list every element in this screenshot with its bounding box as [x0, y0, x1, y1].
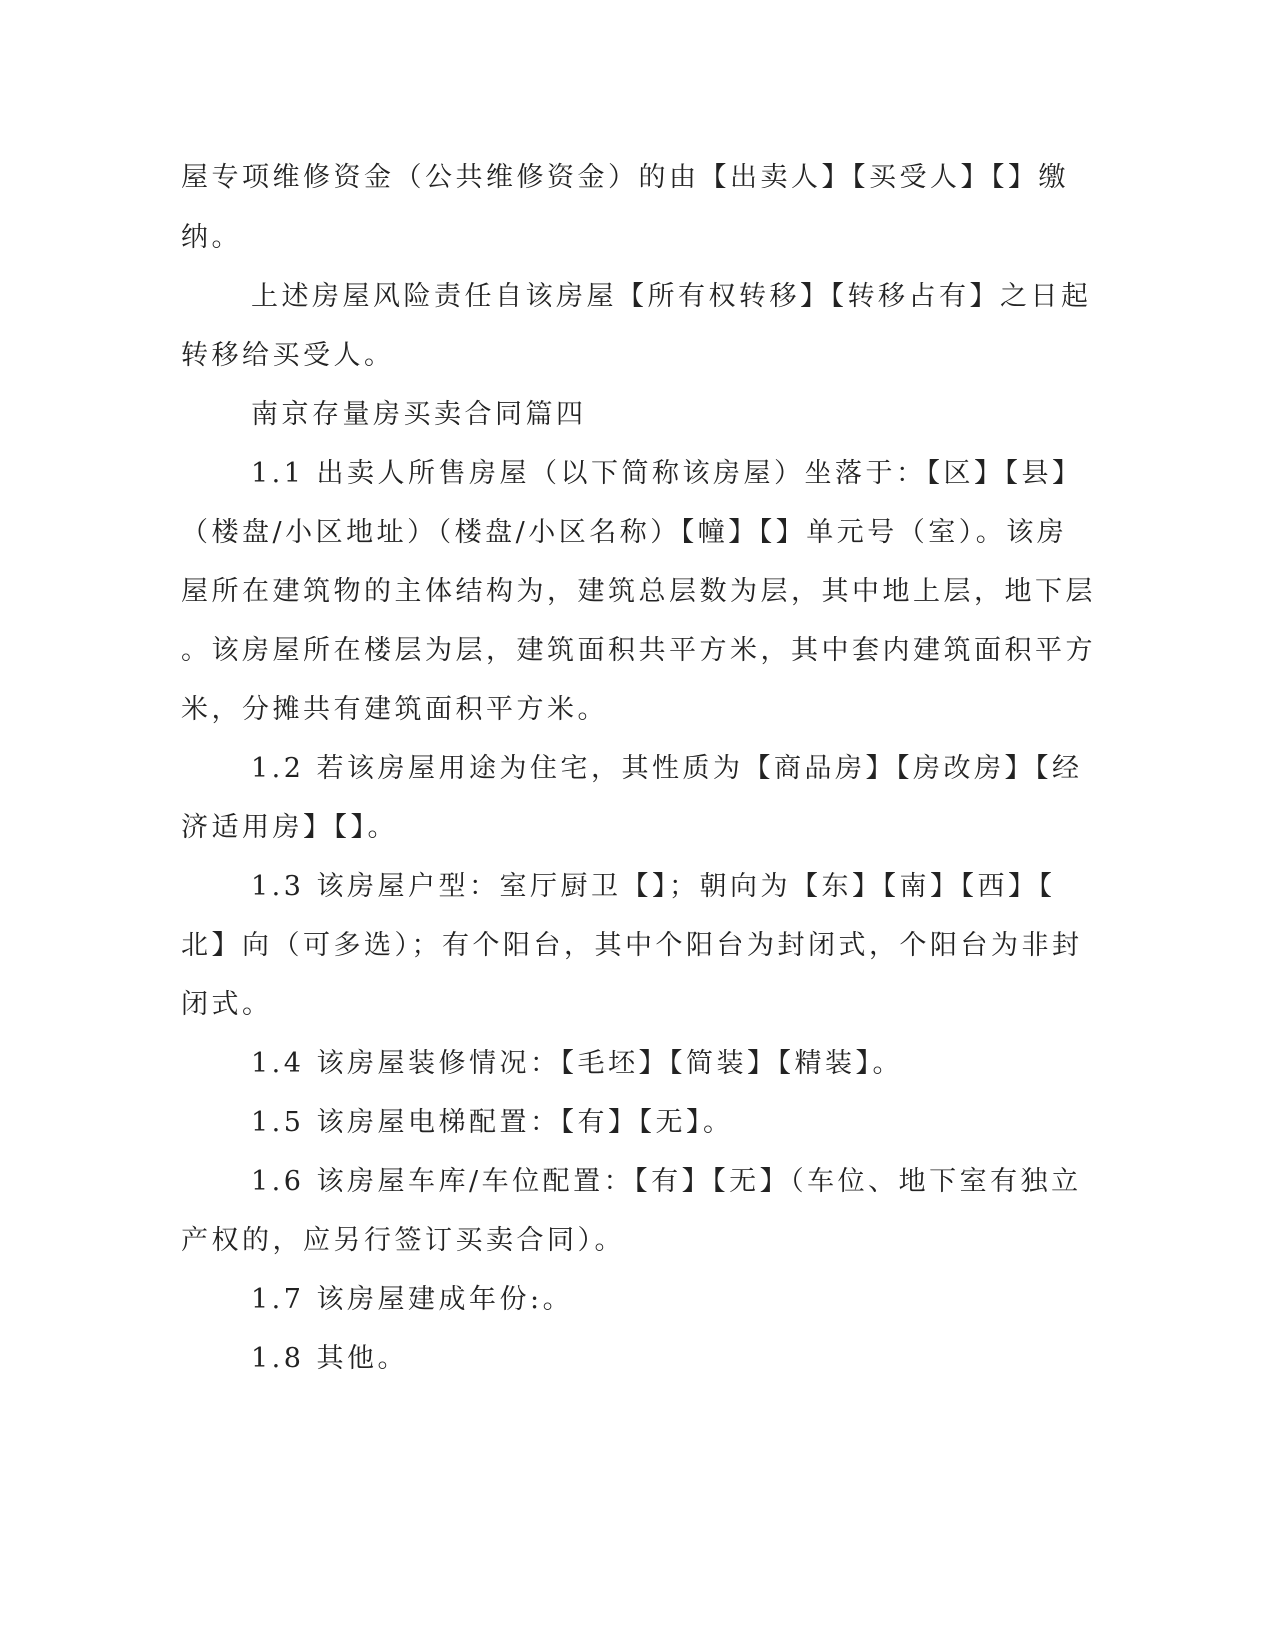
text-line: （楼盘/小区地址）（楼盘/小区名称）【幢】【】单元号（室）。该房: [181, 517, 1068, 548]
text-line: 1.2 若该房屋用途为住宅，其性质为【商品房】【房改房】【经: [251, 753, 1083, 784]
text-line: 1.4 该房屋装修情况：【毛坯】【简装】【精装】。: [251, 1048, 904, 1079]
text-line: 屋专项维修资金（公共维修资金）的由【出卖人】【买受人】【】缴: [181, 162, 1069, 193]
text-line: 1.8 其他。: [251, 1343, 409, 1374]
text-line: 。该房屋所在楼层为层，建筑面积共平方米，其中套内建筑面积平方: [181, 635, 1096, 666]
text-line: 屋所在建筑物的主体结构为，建筑总层数为层，其中地上层，地下层: [181, 576, 1096, 607]
text-line: 1.1 出卖人所售房屋（以下简称该房屋）坐落于：【区】【县】: [251, 458, 1083, 489]
text-line: 转移给买受人。: [181, 340, 395, 371]
text-line: 上述房屋风险责任自该房屋【所有权转移】【转移占有】之日起: [251, 281, 1092, 312]
text-line: 1.3 该房屋户型：室厅厨卫【】；朝向为【东】【南】【西】【: [251, 871, 1056, 902]
text-line: 1.7 该房屋建成年份:。: [251, 1284, 574, 1315]
text-line: 1.6 该房屋车库/车位配置：【有】【无】（车位、地下室有独立: [251, 1166, 1082, 1197]
text-line: 闭式。: [181, 989, 273, 1020]
text-line: 纳。: [181, 222, 242, 253]
text-line: 济适用房】【】。: [181, 812, 398, 843]
text-line: 1.5 该房屋电梯配置：【有】【无】。: [251, 1107, 734, 1138]
text-line: 产权的，应另行签订买卖合同）。: [181, 1225, 625, 1256]
section-heading: 南京存量房买卖合同篇四: [251, 399, 587, 430]
text-line: 米，分摊共有建筑面积平方米。: [181, 694, 608, 725]
text-line: 北】向（可多选）；有个阳台，其中个阳台为封闭式，个阳台为非封: [181, 930, 1083, 961]
